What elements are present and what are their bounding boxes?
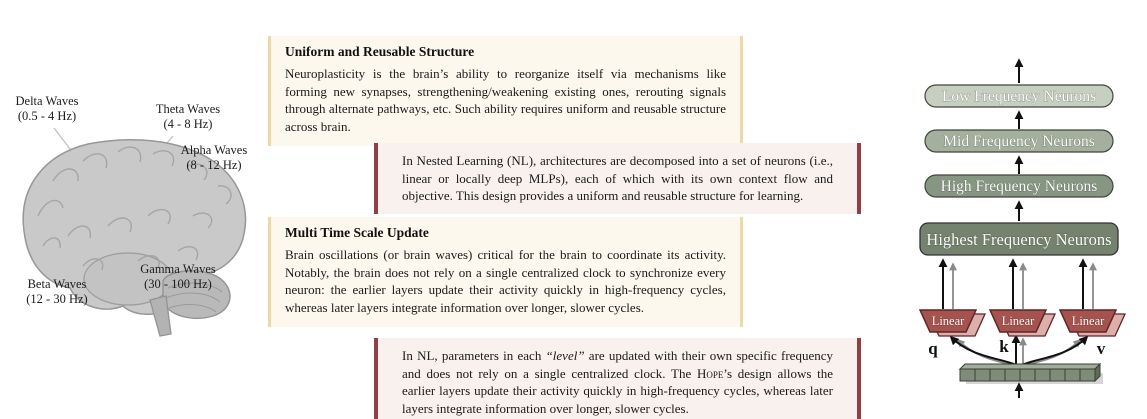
panel-title: Uniform and Reusable Structure	[285, 44, 475, 59]
level-pill-label: High Frequency Neurons	[940, 178, 1098, 195]
linear-unit-v	[1060, 310, 1125, 336]
panel-body: Brain oscillations (or brain waves) critical for the brain to coordinate its activity. Notably, the brain does not rely on a single centralized clock to synchronize every neuron: the earlier layers update their activity quickly in high-frequency cycles, whereas later layers integrate information over longer, slower cycles.	[285, 247, 726, 316]
v-label: v	[1096, 339, 1106, 358]
linear-output-arrows	[943, 260, 1093, 309]
hope-architecture-diagram	[900, 20, 1147, 419]
wave-name: Beta Waves	[27, 277, 87, 291]
level-pill-label: Low Frequency Neurons	[941, 88, 1097, 105]
wave-range: (12 - 30 Hz)	[26, 292, 88, 306]
wave-range: (0.5 - 4 Hz)	[17, 109, 77, 123]
q-label: q	[928, 339, 938, 358]
qkv-fan-arrows	[951, 336, 1087, 368]
panel-uniform-reusable-structure	[268, 36, 743, 146]
panel-body: Neuroplasticity is the brain’s ability to reorganize itself via mechanisms like forming new synapses, strengthening/weakening existing ones, rerouting signals through alternate pathways, etc. Such ability requires uniform and reusable structure across brain.	[285, 66, 726, 135]
panel-body: In Nested Learning (NL), architectures are decomposed into a set of neurons (i.e., linear or locally deep MLPs), each of which with its own context flow and objective. This design provides a uniform and reusable structure for learning.	[402, 153, 833, 204]
level-box-highest	[920, 223, 1118, 255]
emphasized-level: “level”	[545, 348, 585, 363]
level-pill-label: Mid Frequency Neurons	[943, 133, 1095, 150]
level-pill-low	[925, 85, 1113, 107]
linear-unit-label: Linear	[1071, 314, 1105, 328]
text-part: In NL, parameters in each	[402, 348, 546, 363]
panel-body	[402, 347, 833, 418]
level-pill-label: Highest Frequency Neurons	[926, 230, 1112, 249]
linear-unit-k	[990, 310, 1055, 336]
linear-unit-label: Linear	[1001, 314, 1035, 328]
k-label: k	[999, 337, 1009, 356]
brain-wave-label-gamma	[140, 262, 215, 292]
level-pill-mid	[925, 130, 1113, 152]
linear-unit-q	[920, 310, 985, 336]
wave-range: (4 - 8 Hz)	[163, 117, 213, 131]
wave-range: (8 - 12 Hz)	[186, 158, 242, 172]
panel-title: Multi Time Scale Update	[285, 225, 429, 240]
brain-wave-label-beta	[26, 277, 87, 307]
wave-name: Alpha Waves	[180, 143, 248, 157]
brain-wave-label-theta	[156, 102, 220, 132]
token-bar	[960, 364, 1103, 384]
text-part: ’s design allows the earlier layers update their activity quickly in high-frequency cycles, whereas later layers integrate information over longer, slower cycles.	[402, 365, 834, 417]
wave-name: Gamma Waves	[140, 262, 216, 276]
panel-nl-multi-time-scale	[374, 338, 861, 419]
wave-name: Theta Waves	[155, 102, 221, 116]
brain-wave-label-alpha	[181, 143, 247, 173]
linear-unit-label: Linear	[931, 314, 965, 328]
text-part: are updated with their own specific frequency and does not rely on a single centralized clock. The	[402, 348, 833, 381]
hope-smallcaps: Hope	[696, 365, 724, 381]
wave-name: Delta Waves	[15, 94, 79, 108]
brain-wave-label-delta	[16, 94, 79, 124]
wave-range: (30 - 100 Hz)	[144, 277, 212, 291]
panel-multi-time-scale-update	[268, 217, 743, 327]
level-pill-high	[925, 175, 1113, 197]
panel-nl-uniform-structure	[374, 143, 861, 214]
